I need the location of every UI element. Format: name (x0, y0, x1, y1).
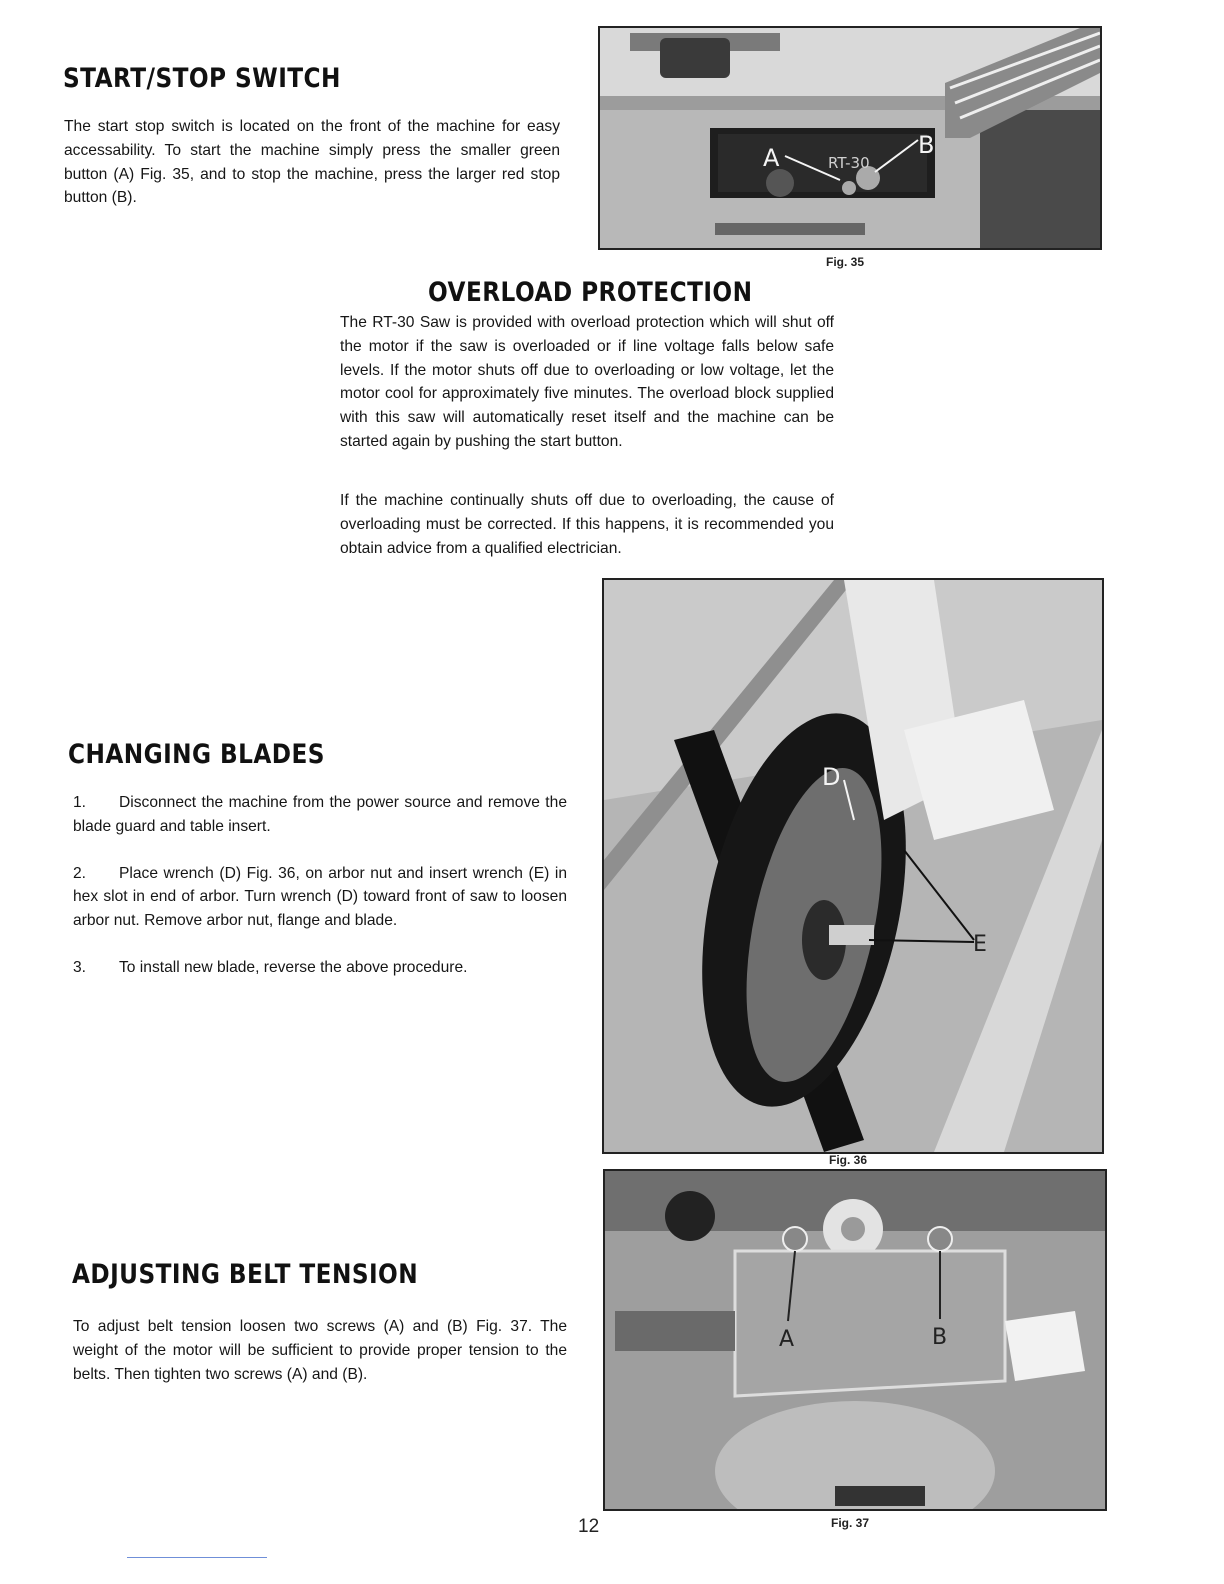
step-3 (73, 956, 567, 980)
overload-heading: OVERLOAD PROTECTION (428, 277, 753, 308)
page-number: 12 (578, 1516, 600, 1537)
belt-tension-heading: ADJUSTING BELT TENSION (72, 1259, 419, 1290)
fig35-panel-text: RT-30 (828, 154, 870, 172)
figure-36-photo (602, 578, 1104, 1154)
belt-tension-body: To adjust belt tension loosen two screws (A) and (B) Fig. 37. The weight of the motor will be sufficient to provide proper tension to the belts. Then tighten two screws (A) and (B). (73, 1318, 567, 1383)
step-2-text: Place wrench (D) Fig. 36, on arbor nut and insert wrench (E) in hex slot in end of arbor. Turn wrench (D) toward front of saw to loosen arbor nut. Remove arbor nut, flange and blade. (73, 864, 567, 930)
figure-37-caption: Fig. 37 (831, 1516, 870, 1530)
step-1 (73, 791, 567, 839)
figure-35-photo (598, 26, 1102, 250)
step-1-text: Disconnect the machine from the power source and remove the blade guard and table insert. (73, 794, 567, 835)
fig37-label-b: B (932, 1325, 948, 1350)
fig36-label-e: E (973, 932, 987, 957)
figure-35-caption: Fig. 35 (826, 255, 865, 269)
scan-line-divider (127, 1557, 267, 1558)
step-3-text: To install new blade, reverse the above procedure. (119, 958, 468, 976)
fig37-label-a: A (779, 1327, 795, 1352)
changing-blades-heading: CHANGING BLADES (68, 739, 325, 770)
step-2 (73, 862, 567, 933)
step-1-number: 1. (73, 794, 87, 811)
changing-blades-steps (73, 791, 567, 980)
overload-para-2: If the machine continually shuts off due to overloading, the cause of overloading must be corrected. If this happens, it is recommended you obtain advice from a qualified electrician. (340, 492, 834, 557)
overload-para-1: The RT-30 Saw is provided with overload protection which will shut off the motor if the saw is overloaded or if line voltage falls below safe levels. If the motor shuts off due to overloading or low voltage, let the motor cool for approximately five minutes. The overload block supplied with this saw will automatically reset itself and the machine can be started again by pushing the start button. (340, 314, 834, 450)
fig36-label-d: D (822, 763, 841, 791)
fig35-label-a: A (763, 144, 780, 172)
figure-36-caption: Fig. 36 (829, 1153, 868, 1167)
step-2-number: 2. (73, 864, 87, 882)
start-stop-heading: START/STOP SWITCH (63, 63, 341, 94)
step-3-number: 3. (73, 958, 87, 976)
figure-37-photo (603, 1169, 1107, 1511)
start-stop-body: The start stop switch is located on the front of the machine for easy accessability. To start the machine simply press the smaller green button (A) Fig. 35, and to stop the machine, press the larger red stop button (B). (64, 118, 560, 207)
fig35-label-b: B (918, 131, 935, 159)
